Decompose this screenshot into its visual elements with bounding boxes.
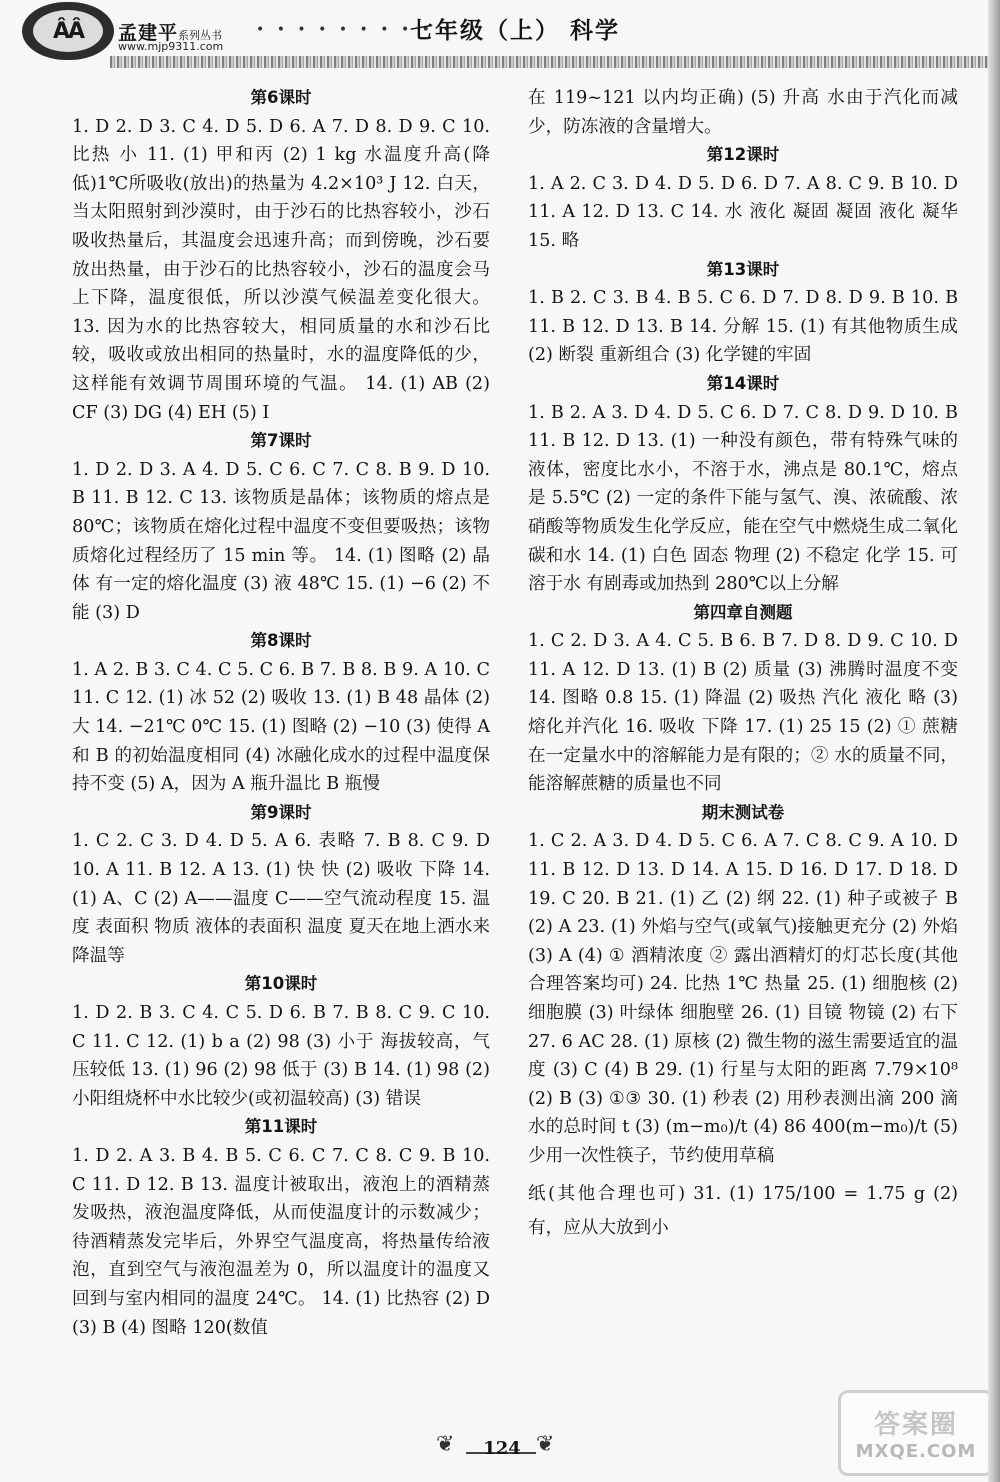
footer-swirl-left-icon: ❦: [436, 1432, 455, 1457]
answer-block: 1. C 2. D 3. A 4. C 5. B 6. B 7. D 8. D 9. C 10. D 11. A 12. D 13. (1) B (2) 质量 (3) 沸腾时温度不变 14. 图略 0.8 15. (1) 降温 (2) 吸热 汽化 液化 略 (3) 熔化并汽化 16. 吸收 下降 17. (1) 25 15 (2) ① 蔗糖在一定量水中的溶解能力是有限的；② 水的质量不同，能溶解蔗糖的质量也不同: [528, 631, 958, 795]
answer-block: 1. D 2. D 3. A 4. D 5. C 6. C 7. C 8. B 9. D 10. B 11. B 12. C 13. 该物质是晶体；该物质的熔点是 80℃；该物质在熔化过程中温度不变但要吸热；该物质熔化过程经历了 15 min 等。 14. (1) 图略 (2) 晶体 有一定的熔化温度 (3) 液 48℃ 15. (1) −6 (2) 不能 (3) D: [72, 459, 490, 623]
watermark-logo: [838, 1390, 994, 1476]
answer-block: 1. D 2. B 3. C 4. C 5. D 6. B 7. B 8. C 9. C 10. C 11. C 12. (1) b a (2) 98 (3) 小于 海拔较高，气压较低 13. (1) 96 (2) 98 低于 (3) B 14. (1) 98 (2) 小阳组烧杯中水比较少(或初温较高) (3) 错误: [72, 1003, 490, 1109]
section-heading: 期末测试卷: [701, 802, 785, 822]
answer-block: 1. B 2. A 3. D 4. D 5. C 6. D 7. C 8. D 9. D 10. B 11. B 12. D 13. (1) 一种没有颜色，带有特殊气味的液体，密度比水小，不溶于水，沸点是 80.1℃，熔点是 5.5℃ (2) 一定的条件下能与氢气、溴、浓硫酸、浓硝酸等物质发生化学反应，能在空气中燃烧生成二氧化碳和水 14. (1) 白色 固态 物理 (2) 不稳定 化学 15. 可溶于水 有剧毒或加热到 280℃以上分解: [528, 402, 958, 595]
footer-swirl-right-icon: ❦: [536, 1432, 555, 1457]
series-name: 孟建平: [118, 22, 179, 44]
website-url: www.mjp9311.com: [118, 40, 224, 53]
section-heading: 第8课时: [250, 631, 312, 651]
section-heading: 第9课时: [250, 802, 312, 822]
answer-block: 1. D 2. A 3. B 4. B 5. C 6. C 7. C 8. C 9. B 10. C 11. D 12. B 13. 温度计被取出，液泡上的酒精蒸发吸热，液泡温度降低，从而使温度计的示数减少；待酒精蒸发完毕后，外界空气温度高，将热量传给液泡，直到空气与液泡温差为 0，所以温度计的温度又回到与室内相同的温度 24℃。 14. (1) 比热容 (2) D (3) B (4) 图略 120(数值: [72, 1145, 490, 1338]
answer-block: 1. A 2. B 3. C 4. C 5. C 6. B 7. B 8. B 9. A 10. C 11. C 12. (1) 冰 52 (2) 吸收 13. (1) B 48 晶体 (2) 大 14. −21℃ 0℃ 15. (1) 图略 (2) −10 (3) 使得 A 和 B 的初始温度相同 (4) 冰融化成水的过程中温度保持不变 (5) A，因为 A 瓶升温比 B 瓶慢: [72, 659, 490, 795]
header-decorative-band: [110, 56, 1000, 68]
answer-block: 1. A 2. C 3. D 4. D 5. D 6. D 7. A 8. C 9. B 10. D 11. A 12. D 13. C 14. 水 液化 凝固 凝固 液化 凝华 15. 略: [528, 173, 958, 251]
section-heading: 第12课时: [706, 145, 780, 165]
watermark-site: MXQE.COM: [855, 1441, 977, 1462]
page-number: 124: [483, 1438, 521, 1459]
section-heading: 第13课时: [706, 259, 780, 279]
section-heading: 第10课时: [244, 974, 318, 994]
answer-block-tail: 纸(其他合理也可) 31. (1) 175/100 = 1.75 g (2) 有，应从大放到小: [528, 1183, 958, 1238]
logo-text: ÂÂ: [33, 10, 103, 52]
answer-block: 1. C 2. A 3. D 4. D 5. C 6. A 7. C 8. C 9. A 10. D 11. B 12. D 13. D 14. A 15. D 16. D 17. D 18. D 19. C 20. B 21. (1) 乙 (2) 纲 22. (1) 种子或被子 B (2) A 23. (1) 外焰与空气(或氧气)接触更充分 (2) 外焰 (3) A (4) ① 酒精浓度 ② 露出酒精灯的灯芯长度(其他合理答案均可) 24. 比热 1℃ 热量 25. (1) 细胞核 (2) 细胞膜 (3) 叶绿体 细胞壁 26. (1) 目镜 物镜 (2) 右下 27. 6 AC 28. (1) 原核 (2) 微生物的滋生需要适宜的温度 (3) C (4) B 29. (1) 行星与太阳的距离 7.79×10⁸ (2) B (3) ①③ 30. (1) 秒表 (2) 用秒表测出滴 200 滴水的总时间 t (3) (m−m₀)/t (4) 86 400(m−m₀)/t (5) 少用一次性筷子，节约使用草稿: [528, 831, 958, 1166]
watermark-title: 答案圈: [873, 1410, 958, 1440]
page-edge-shadow: [988, 0, 1000, 1482]
grade-subject-title: 七年级（上） 科学: [410, 17, 621, 44]
answer-block-continued: 在 119~121 以内均正确) (5) 升高 水由于汽化而减少，防冻液的含量增大。: [528, 88, 958, 137]
header-dots: • • • • • • • • • •: [256, 22, 455, 38]
publisher-logo: [22, 2, 114, 60]
series-suffix: 系列丛书: [178, 29, 223, 42]
page-header: [0, 0, 1000, 68]
answer-block: 1. B 2. C 3. B 4. B 5. C 6. D 7. D 8. D 9. B 10. B 11. B 12. D 13. B 14. 分解 15. (1) 有其他物质生成 (2) 断裂 重新组合 (3) 化学键的牢固: [528, 288, 958, 366]
answer-block: 1. C 2. C 3. D 4. D 5. A 6. 表略 7. B 8. C 9. D 10. A 11. B 12. A 13. (1) 快 快 (2) 吸收 下降 14. (1) A、C (2) A——温度 C——空气流动程度 15. 温度 表面积 物质 液体的表面积 温度 夏天在地上洒水来降温等: [72, 831, 490, 966]
left-answer-column: [72, 84, 490, 1342]
section-heading: 第6课时: [250, 88, 312, 107]
right-answer-column: [528, 84, 958, 1245]
section-heading: 第11课时: [244, 1117, 318, 1137]
section-heading: 第7课时: [250, 431, 312, 451]
answer-block: 1. D 2. D 3. C 4. D 5. D 6. A 7. D 8. D 9. C 10. 比热 小 11. (1) 甲和丙 (2) 1 kg 水温度升高(降低)1℃所吸收(放出)的热量为 4.2×10³ J 12. 白天，当太阳照射到沙漠时，由于沙石的比热容较小，沙石吸收热量后，其温度会迅速升高；而到傍晚，沙石要放出热量，由于沙石的比热容较小，沙石的温度会马上下降，温度很低，所以沙漠气候温差变化很大。 13. 因为水的比热容较大，相同质量的水和沙石比较，吸收或放出相同的热量时，水的温度降低的少，这样能有效调节周围环境的气温。 14. (1) AB (2) CF (3) DG (4) EH (5) I: [72, 116, 490, 423]
section-heading: 第14课时: [706, 373, 780, 393]
section-heading: 第四章自测题: [693, 602, 793, 622]
